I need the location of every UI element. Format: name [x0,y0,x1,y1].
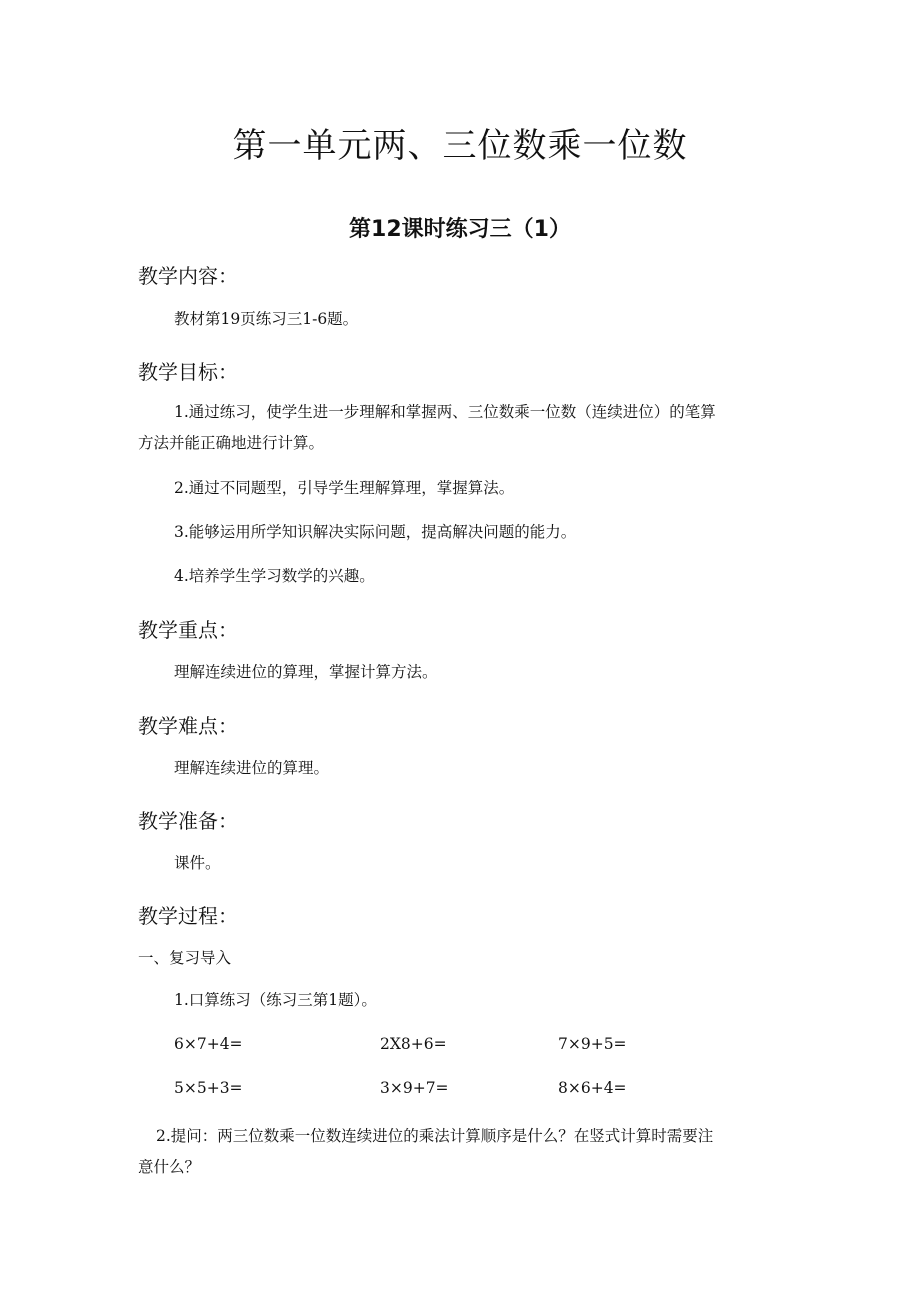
section-review-intro: 一、复习导入 [138,949,232,967]
objective-4: 4.培养学生学习数学的兴趣。 [174,567,375,585]
preparation-heading: 教学准备： [138,809,238,833]
difficulties-text: 理解连续进位的算理。 [174,759,330,777]
objective-2: 2.通过不同题型，引导学生理解算理，掌握算法。 [174,479,515,497]
content-heading: 教学内容： [138,264,238,288]
equation: 7×9+5= [558,1035,627,1053]
equation: 8×6+4= [558,1079,627,1097]
page-title: 第一单元两、三位数乘一位数 [232,126,688,166]
preparation-text: 课件。 [174,854,221,872]
equation: 5×5+3= [174,1079,243,1097]
step-oral-calc: 1.口算练习（练习三第1题）。 [174,991,377,1009]
objective-3: 3.能够运用所学知识解决实际问题，提高解决问题的能力。 [174,523,577,541]
key-points-text: 理解连续进位的算理，掌握计算方法。 [174,663,438,681]
lesson-subtitle: 第12课时练习三（1） [349,217,571,242]
objective-1-line1: 1.通过练习，使学生进一步理解和掌握两、三位数乘一位数（连续进位）的笔算 [174,403,716,421]
process-heading: 教学过程： [138,904,238,928]
content-text: 教材第19页练习三1-6题。 [174,310,359,328]
key-points-heading: 教学重点： [138,618,238,642]
difficulties-heading: 教学难点： [138,714,238,738]
objective-1-line2: 方法并能正确地进行计算。 [138,434,325,452]
objectives-heading: 教学目标： [138,360,238,384]
equation: 2X8+6= [380,1035,447,1053]
step-question-line1: 2.提问：两三位数乘一位数连续进位的乘法计算顺序是什么？在竖式计算时需要注 [156,1127,714,1145]
equation: 6×7+4= [174,1035,243,1053]
equation: 3×9+7= [380,1079,449,1097]
step-question-line2: 意什么？ [138,1158,201,1176]
